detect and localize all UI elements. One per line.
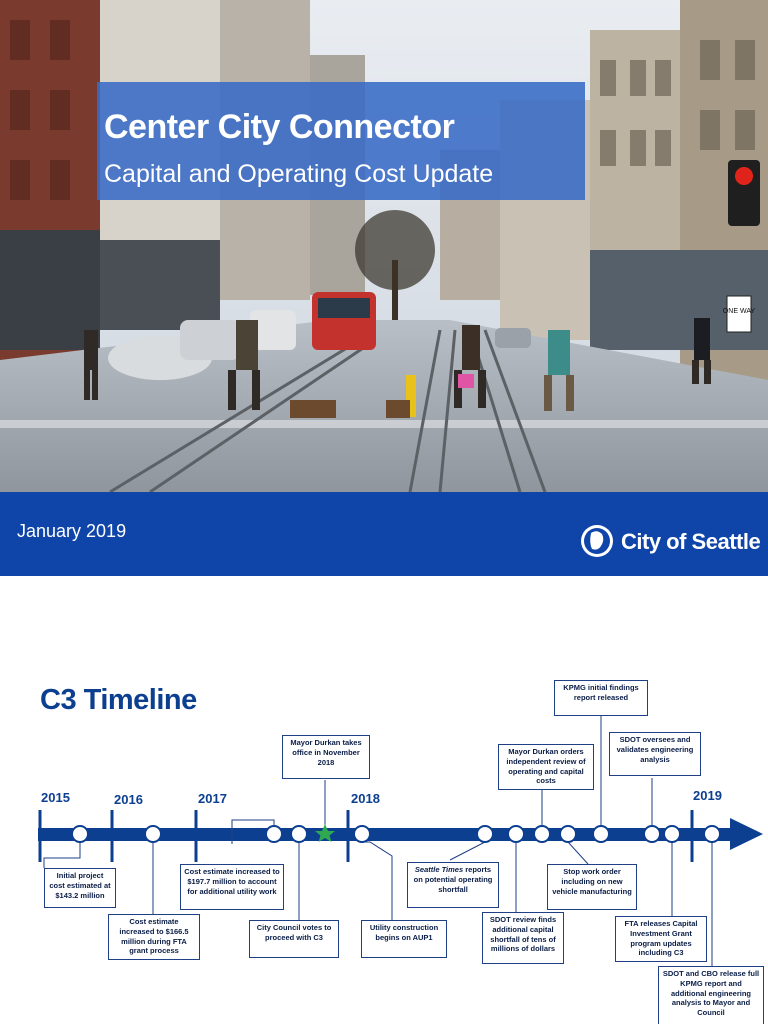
- year-label-2018: 2018: [351, 791, 380, 806]
- event-marker: [266, 826, 282, 842]
- event-marker: [477, 826, 493, 842]
- event-marker: [644, 826, 660, 842]
- year-label-2019: 2019: [693, 788, 722, 803]
- connector-line: [568, 842, 588, 864]
- timeline-title: C3 Timeline: [40, 684, 197, 716]
- event-marker: [145, 826, 161, 842]
- event-marker: [593, 826, 609, 842]
- presentation-date: January 2019: [17, 521, 127, 541]
- event-mayor-takes-office: Mayor Durkan takes office in November 2018: [282, 735, 370, 779]
- event-fta-grant-estimate: Cost estimate increased to $166.5 million during FTA grant process: [108, 914, 200, 960]
- seattle-times-report-text: reports on potential operating shortfall: [413, 865, 493, 894]
- event-stop-work-order: Stop work order including on new vehicle manufacturing: [547, 864, 637, 910]
- connector-line: [450, 842, 485, 860]
- event-marker: [508, 826, 524, 842]
- event-marker: [664, 826, 680, 842]
- event-marker: [291, 826, 307, 842]
- timeline-arrowhead: [730, 818, 763, 850]
- event-council-vote: City Council votes to proceed with C3: [249, 920, 339, 958]
- event-kpmg-initial-report: KPMG initial findings report released: [554, 680, 648, 716]
- event-sdot-review: SDOT review finds additional capital shortfall of tens of millions of dollars: [482, 912, 564, 964]
- seattle-times-name: Seattle Times: [414, 865, 464, 874]
- street-photo: [0, 0, 768, 492]
- event-marker: [354, 826, 370, 842]
- event-marker: [704, 826, 720, 842]
- timeline-bar: [38, 828, 738, 841]
- one-way-sign-text: ONE WAY: [722, 308, 756, 315]
- year-label-2017: 2017: [198, 791, 227, 806]
- presentation-subtitle: Capital and Operating Cost Update: [104, 160, 494, 188]
- event-utility-construction: Utility construction begins on AUP1: [361, 920, 447, 958]
- presentation-title: Center City Connector: [104, 108, 455, 146]
- event-sdot-validation: SDOT oversees and validates engineering analysis: [609, 732, 701, 776]
- event-fta-grant-update: FTA releases Capital Investment Grant program updates including C3: [615, 916, 707, 962]
- event-full-kpmg-release: SDOT and CBO release full KPMG report and additional engineering analysis to Mayor and Council: [658, 966, 764, 1024]
- event-marker: [560, 826, 576, 842]
- year-label-2016: 2016: [114, 792, 143, 807]
- connector-line: [44, 842, 80, 868]
- timeline-slide: [0, 620, 768, 1024]
- year-label-2015: 2015: [41, 790, 70, 805]
- event-seattle-times-report: [407, 862, 499, 908]
- event-utility-work-estimate: Cost estimate increased to $197.7 million to account for additional utility work: [180, 864, 284, 910]
- city-seal-logo: [580, 524, 614, 558]
- event-marker: [72, 826, 88, 842]
- timeline-graphic: [0, 620, 768, 1024]
- connector-line: [362, 842, 392, 920]
- event-marker: [534, 826, 550, 842]
- event-independent-review: Mayor Durkan orders independent review of operating and capital costs: [498, 744, 594, 790]
- organization-name: City of Seattle: [621, 529, 761, 554]
- event-initial-estimate: Initial project cost estimated at $143.2 million: [44, 868, 116, 908]
